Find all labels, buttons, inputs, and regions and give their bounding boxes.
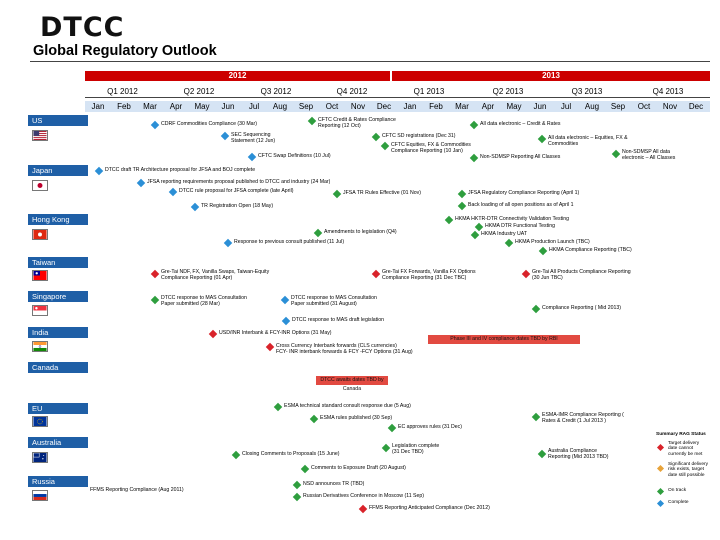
- dtcc-logo: DTCC: [40, 12, 125, 43]
- milestone-diamond: [538, 135, 546, 143]
- milestone-diamond: [151, 296, 159, 304]
- year-bar-2012: 2012: [85, 71, 390, 81]
- event-in-phase-bar: Phase III and IV compliance dates TBD by RBI: [428, 335, 580, 344]
- event-tw-ndf: Gre-Tai NDF, FX, Vanilla Swaps, Taiwan-Equity Compliance Reporting (01 Apr): [161, 269, 270, 282]
- milestone-diamond: [137, 179, 145, 187]
- eu-flag-icon: [32, 416, 48, 427]
- event-ru-nsd: NSD announces TR (TBD): [303, 481, 365, 487]
- month-label: Aug: [272, 102, 288, 111]
- australia-flag-icon: [32, 452, 48, 463]
- event-au-exposure-draft: Comments to Exposure Draft (20 August): [311, 465, 406, 471]
- milestone-diamond: [191, 203, 199, 211]
- quarter-q1-2013: Q1 2013: [413, 87, 445, 96]
- event-jp-backloading: Back loading of all open positions as of April 1: [468, 202, 574, 208]
- milestone-diamond: [151, 270, 159, 278]
- event-us-electronic-credit: All data electronic – Credit & Rates: [480, 121, 561, 127]
- milestone-diamond: [333, 190, 341, 198]
- month-label: Oct: [325, 102, 339, 111]
- event-eu-esma-imr: ESMA-IMR Compliance Reporting ( Rates & Credit (1 Jul 2013 ): [542, 412, 624, 425]
- milestone-diamond: [169, 188, 177, 196]
- event-eu-rules-published: ESMA rules published (30 Sep): [320, 415, 393, 421]
- legend-complete-icon: [657, 500, 664, 507]
- legend-red-text: Target delivery date cannot currently be met: [668, 441, 703, 457]
- event-in-cross-currency: Cross Currency Interbank forwards (CLS currencies) FCY- INR interbank forwards & FCY -FCY Options (31 Aug): [276, 343, 413, 356]
- milestone-diamond: [248, 153, 256, 161]
- milestone-diamond: [470, 121, 478, 129]
- event-jp-compliance: JFSA Regulatory Compliance Reporting (April 1): [468, 190, 580, 196]
- milestone-diamond: [445, 216, 453, 224]
- event-hk-compliance: HKMA Compliance Reporting (TBC): [549, 247, 632, 253]
- milestone-diamond: [224, 239, 232, 247]
- country-label-taiwan: Taiwan: [28, 257, 88, 268]
- event-us-nonsd-electronic: Non-SDMSP All data electronic – All Classes: [622, 149, 676, 162]
- country-label-canada: Canada: [28, 362, 88, 373]
- milestone-diamond: [209, 330, 217, 338]
- event-sg-consultation-mar: DTCC response to MAS Consultation Paper submitted (28 Mar): [161, 295, 247, 308]
- milestone-diamond: [612, 150, 620, 158]
- event-eu-ec-approves: EC approves rules (31 Dec): [398, 424, 463, 430]
- country-label-india: India: [28, 327, 88, 338]
- milestone-diamond: [232, 451, 240, 459]
- japan-flag-icon: [32, 180, 48, 191]
- quarter-q2-2013: Q2 2013: [492, 87, 524, 96]
- milestone-diamond: [372, 133, 380, 141]
- india-flag-icon: [32, 341, 48, 352]
- month-label: Dec: [688, 102, 704, 111]
- country-label-hong-kong: Hong Kong: [28, 214, 88, 225]
- month-label: Jan: [403, 102, 417, 111]
- milestone-diamond: [293, 481, 301, 489]
- month-label: May: [506, 102, 522, 111]
- quarter-underline: [85, 97, 710, 98]
- event-hk-production: HKMA Production Launch (TBC): [515, 239, 590, 245]
- milestone-diamond: [372, 270, 380, 278]
- quarter-q4-2012: Q4 2012: [336, 87, 368, 96]
- page-title: Global Regulatory Outlook: [33, 43, 217, 59]
- event-jp-architecture: DTCC draft TR Architecture proposal for JFSA and BOJ complete: [105, 167, 256, 173]
- singapore-flag-icon: [32, 305, 48, 316]
- month-label: Jul: [560, 102, 572, 111]
- event-in-usd-inr: USD/INR Interbank & FCY-INR Options (31 May): [219, 330, 332, 336]
- quarter-q2-2012: Q2 2012: [183, 87, 215, 96]
- month-label: Jul: [248, 102, 260, 111]
- country-label-eu: EU: [28, 403, 88, 414]
- milestone-diamond: [471, 231, 479, 239]
- month-label: Nov: [662, 102, 678, 111]
- legend-amber-icon: [657, 465, 664, 472]
- milestone-diamond: [221, 132, 229, 140]
- taiwan-flag-icon: [32, 270, 48, 281]
- event-hk-response: Response to previous consult published (11 Jul): [234, 239, 345, 245]
- event-jp-rule-proposal: DTCC rule proposal for JFSA complete (late April): [179, 188, 294, 194]
- event-us-cftc-credit: CFTC Credit & Rates Compliance Reporting (12 Oct): [318, 117, 396, 130]
- month-label: Jan: [91, 102, 105, 111]
- event-tw-all-products: Gre-Tai All Products Compliance Reporting (30 Jun TBC): [532, 269, 631, 282]
- quarter-q3-2013: Q3 2013: [571, 87, 603, 96]
- title-divider: [30, 61, 710, 62]
- legend-complete-text: Complete: [668, 500, 689, 505]
- event-sg-draft-legislation: DTCC response to MAS draft legislation: [292, 317, 384, 323]
- event-us-sec: SEC Sequencing Statement (12 Jun): [231, 132, 276, 145]
- month-label: Sep: [298, 102, 314, 111]
- legend-red-icon: [657, 444, 664, 451]
- milestone-diamond: [388, 424, 396, 432]
- milestone-diamond: [475, 223, 483, 231]
- event-hk-connectivity: HKMA HKTR-DTR Connectivity Validation Testing: [455, 216, 569, 222]
- milestone-diamond: [532, 305, 540, 313]
- country-label-us: US: [28, 115, 88, 126]
- month-label: Feb: [117, 102, 131, 111]
- milestone-diamond: [301, 465, 309, 473]
- event-jp-tr-registration: TR Registration Open (18 May): [201, 203, 274, 209]
- month-label: Jun: [533, 102, 547, 111]
- milestone-diamond: [505, 239, 513, 247]
- month-label: May: [194, 102, 210, 111]
- milestone-diamond: [470, 154, 478, 162]
- legend-green-text: On track: [668, 488, 687, 493]
- country-label-singapore: Singapore: [28, 291, 88, 302]
- event-ru-conference: Russian Derivatives Conference in Moscow (11 Sep): [303, 493, 424, 499]
- milestone-diamond: [532, 413, 540, 421]
- month-band: [85, 101, 710, 112]
- event-us-swap-definitions: CFTC Swap Definitions (10 Jul): [258, 153, 331, 159]
- event-ru-ffms-anticipated: FFMS Reporting Anticipated Compliance (Dec 2012): [369, 505, 490, 511]
- legend-title: Summary RAG Status: [656, 432, 706, 437]
- event-sg-consultation-aug: DTCC response to MAS Consultation Paper submitted (31 August): [291, 295, 377, 308]
- event-tw-fx-forwards: Gre-Tai FX Forwards, Vanilla FX Options Compliance Reporting (31 Dec TBC): [382, 269, 476, 282]
- month-label: Apr: [481, 102, 495, 111]
- milestone-diamond: [359, 505, 367, 513]
- milestone-diamond: [274, 403, 282, 411]
- quarter-q4-2013: Q4 2013: [652, 87, 684, 96]
- event-au-legislation: Legislation complete (31 Dec TBD): [392, 443, 440, 456]
- event-us-electronic-equities: All data electronic – Equities, FX & Commodities: [548, 135, 628, 148]
- milestone-diamond: [266, 343, 274, 351]
- milestone-diamond: [308, 117, 316, 125]
- us-flag-icon: [32, 130, 48, 141]
- milestone-diamond: [458, 202, 466, 210]
- event-us-cdrf: CDRF Commodities Compliance (30 Mar): [161, 121, 257, 127]
- month-label: Sep: [610, 102, 626, 111]
- event-hk-uat: HKMA Industry UAT: [481, 231, 528, 237]
- milestone-diamond: [293, 493, 301, 501]
- milestone-diamond: [381, 142, 389, 150]
- quarter-q1-2012: Q1 2012: [107, 87, 138, 96]
- milestone-diamond: [151, 121, 159, 129]
- event-au-compliance: Australia Compliance Reporting (Mid 2013 TBD): [548, 448, 609, 461]
- legend-green-icon: [657, 488, 664, 495]
- hong-kong-flag-icon: [32, 229, 48, 240]
- event-us-sd-registration: CFTC SD registrations (Dec 31): [382, 133, 456, 139]
- month-label: Apr: [169, 102, 183, 111]
- milestone-diamond: [310, 415, 318, 423]
- year-bar-2013: 2013: [392, 71, 710, 81]
- month-label: Feb: [429, 102, 443, 111]
- month-label: Mar: [143, 102, 157, 111]
- month-label: Aug: [584, 102, 600, 111]
- milestone-diamond: [281, 296, 289, 304]
- legend-amber-text: Significant delivery risk exists, target date still possible: [668, 462, 708, 478]
- milestone-diamond: [538, 450, 546, 458]
- country-label-australia: Australia: [28, 437, 88, 448]
- milestone-diamond: [282, 317, 290, 325]
- country-label-japan: Japan: [28, 165, 88, 176]
- event-eu-esma-consult: ESMA technical standard consult response due (5 Aug): [284, 403, 411, 409]
- milestone-diamond: [95, 167, 103, 175]
- month-label: Oct: [637, 102, 651, 111]
- event-hk-functional: HKMA DTR Functional Testing: [485, 223, 555, 229]
- event-jp-reporting-proposal: JFSA reporting requirements proposal published to DTCC and industry (24 Mar): [147, 179, 331, 185]
- milestone-diamond: [382, 444, 390, 452]
- event-us-nonsd-reporting: Non-SDMSP Reporting All Classes: [480, 154, 561, 160]
- event-ru-ffms-2011: FFMS Reporting Compliance (Aug 2011): [90, 487, 184, 493]
- milestone-diamond: [539, 247, 547, 255]
- month-label: Dec: [376, 102, 392, 111]
- quarter-q3-2012: Q3 2012: [260, 87, 292, 96]
- event-jp-tr-rules: JFSA TR Rules Effective (01 Nov): [343, 190, 421, 196]
- month-label: Nov: [350, 102, 366, 111]
- milestone-diamond: [522, 270, 530, 278]
- milestone-diamond: [458, 190, 466, 198]
- month-label: Jun: [221, 102, 235, 111]
- event-sg-compliance: Compliance Reporting ( Mid 2013): [542, 305, 622, 311]
- russia-flag-icon: [32, 490, 48, 501]
- milestone-diamond: [314, 229, 322, 237]
- event-au-closing: Closing Comments to Proposals (15 June): [242, 451, 340, 457]
- month-label: Mar: [455, 102, 469, 111]
- event-ca-awaits-bar: DTCC awaits dates TBD by Canada: [316, 376, 388, 385]
- event-us-cftc-equities: CFTC Equities, FX & Commodities Compliance Reporting (10 Jan): [391, 142, 471, 155]
- event-hk-amendments: Amendments to legislation (Q4): [324, 229, 397, 235]
- country-label-russia: Russia: [28, 476, 88, 487]
